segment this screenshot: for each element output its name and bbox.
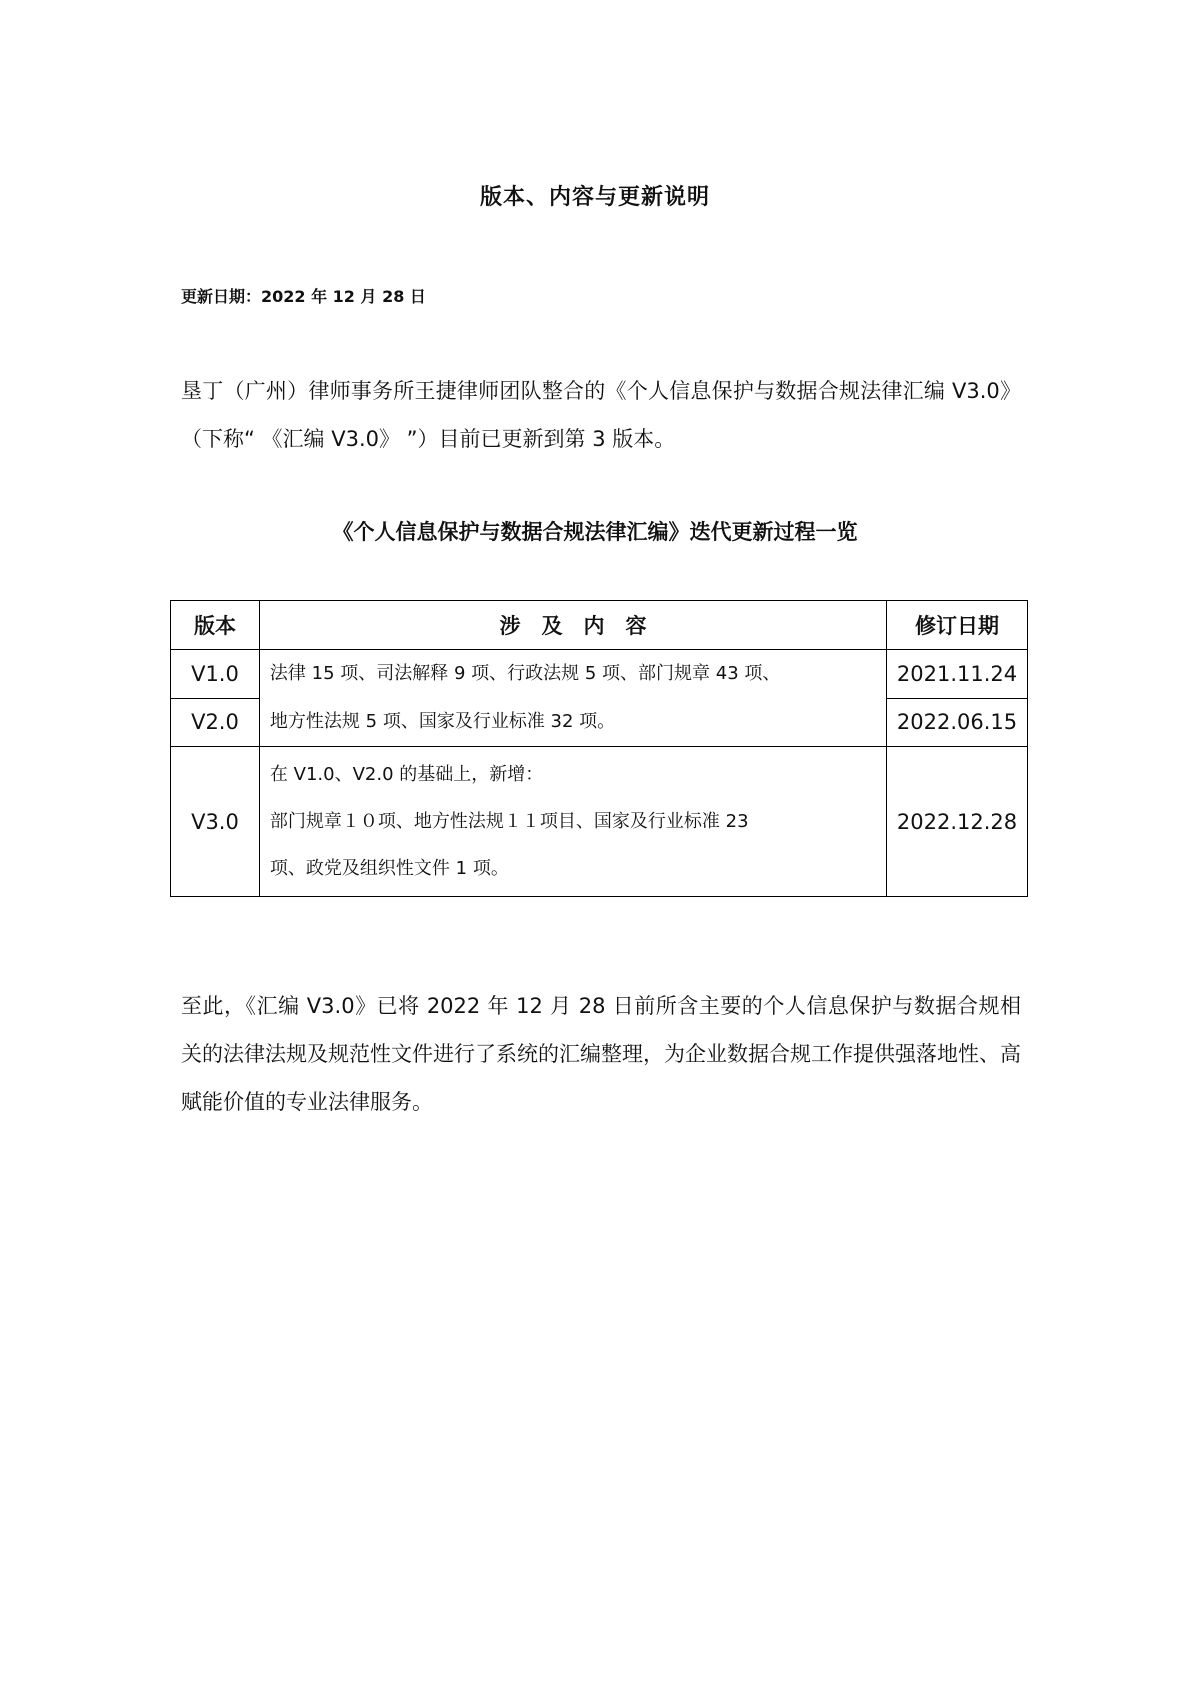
content-line: 部门规章１０项、地方性法规１１项目、国家及行业标准 23 [269, 811, 749, 832]
row-version: V2.0 [171, 698, 260, 747]
row-version: V3.0 [171, 747, 260, 897]
update-date: 更新日期：2022 年 12 月 28 日 [181, 287, 426, 306]
header-date: 修订日期 [887, 601, 1028, 650]
content-line: 法律 15 项、司法解释 9 项、行政法规 5 项、部门规章 43 项、 [269, 663, 781, 684]
version-history-table [170, 600, 1028, 897]
table-row [171, 650, 1028, 699]
row-date: 2021.11.24 [887, 650, 1028, 699]
table-title: 《个人信息保护与数据合规法律汇编》迭代更新过程一览 [332, 520, 858, 544]
row-content-v3 [259, 747, 886, 897]
content-line: 地方性法规 5 项、国家及行业标准 32 项。 [269, 711, 616, 732]
page-title: 版本、内容与更新说明 [479, 185, 710, 210]
row-content-v1-v2 [259, 650, 886, 747]
table-header-row [171, 601, 1028, 650]
header-version: 版本 [171, 601, 260, 650]
row-date: 2022.06.15 [887, 698, 1028, 747]
content-line: 项、政党及组织性文件 1 项。 [269, 858, 509, 879]
row-version: V1.0 [171, 650, 260, 699]
content-line: 在 V1.0、V2.0 的基础上，新增： [269, 764, 544, 785]
table-row [171, 747, 1028, 897]
row-date: 2022.12.28 [887, 747, 1028, 897]
intro-paragraph: 垦丁（广州）律师事务所王捷律师团队整合的《个人信息保护与数据合规法律汇编 V3.0》（下称“ 《汇编 V3.0》 ”）目前已更新到第 3 版本。 [181, 379, 1021, 451]
conclusion-paragraph: 至此，《汇编 V3.0》已将 2022 年 12 月 28 日前所含主要的个人信息保护与数据合规相关的法律法规及规范性文件进行了系统的汇编整理，为企业数据合规工作提供强落地性、高赋能价值的专业法律服务。 [181, 994, 1021, 1114]
header-content: 涉 及 内 容 [259, 601, 886, 650]
